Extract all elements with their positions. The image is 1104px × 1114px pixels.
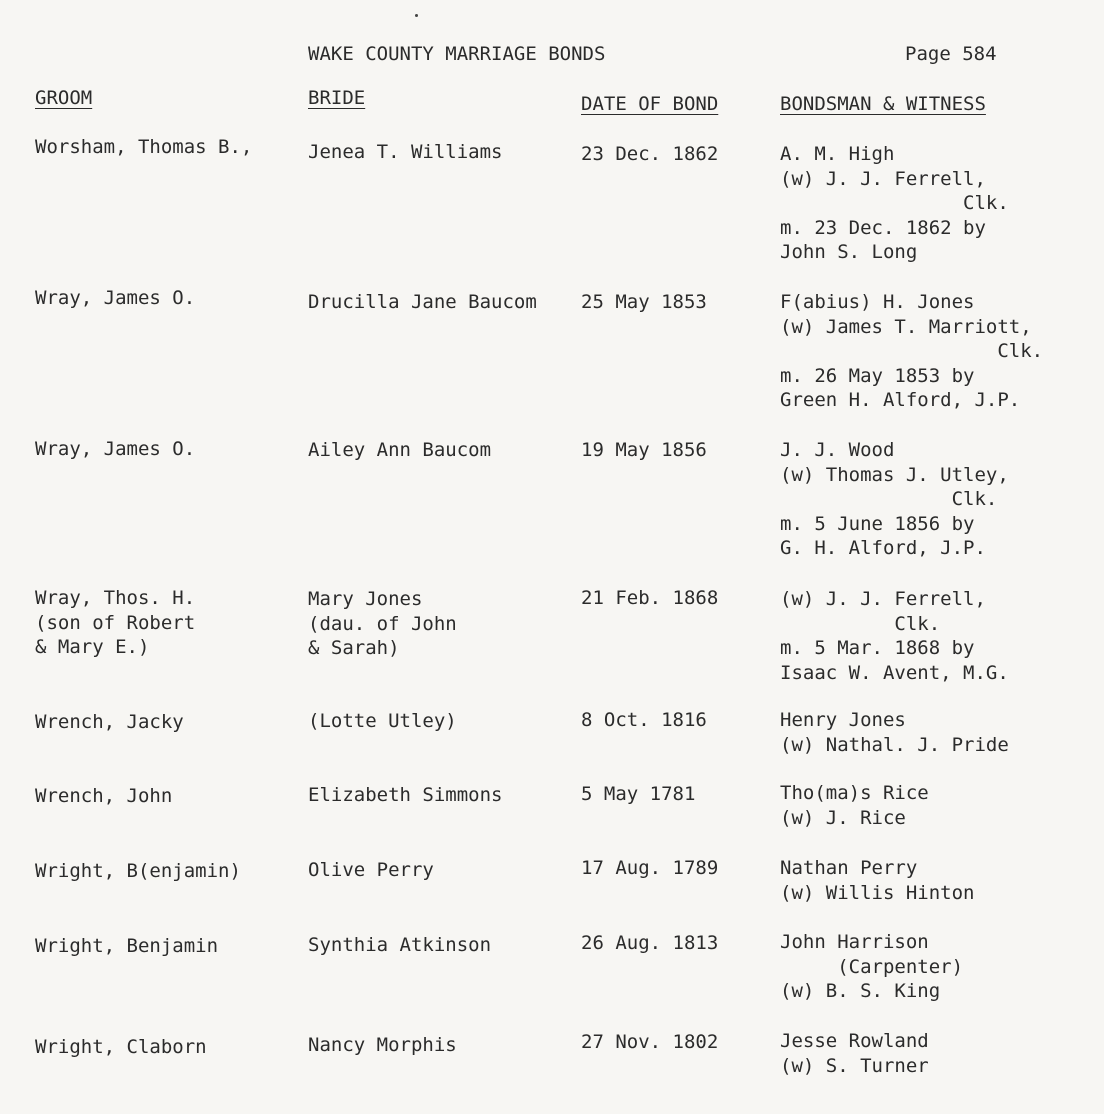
row-bondsman: (w) J. J. Ferrell, Clk. m. 5 Mar. 1868 by Isaac W. Avent, M.G. <box>780 588 1009 684</box>
row-bondsman: John Harrison (Carpenter) (w) B. S. King <box>780 931 964 1002</box>
column-header-groom: GROOM <box>35 87 93 109</box>
row-date: 5 May 1781 <box>581 783 696 805</box>
row-date: 8 Oct. 1816 <box>581 709 707 731</box>
row-bride: (Lotte Utley) <box>308 710 457 732</box>
row-bondsman: F(abius) H. Jones (w) James T. Marriott, Clk. m. 26 May 1853 by Green H. Alford, J.P. <box>780 291 1044 411</box>
column-header-bondsman: BONDSMAN & WITNESS <box>780 93 986 115</box>
row-groom: Wray, Thos. H. (son of Robert & Mary E.) <box>35 587 196 658</box>
row-groom: Wrench, Jacky <box>35 711 184 733</box>
row-groom: Wright, Benjamin <box>35 935 219 957</box>
row-date: 21 Feb. 1868 <box>581 587 719 609</box>
page-title: WAKE COUNTY MARRIAGE BONDS <box>308 43 606 65</box>
row-bride: Olive Perry <box>308 859 434 881</box>
column-header-date: DATE OF BOND <box>581 93 719 115</box>
row-groom: Wright, B(enjamin) <box>35 860 241 882</box>
row-date: 27 Nov. 1802 <box>581 1031 719 1053</box>
row-date: 26 Aug. 1813 <box>581 932 719 954</box>
stray-mark <box>415 14 418 17</box>
row-bondsman: Nathan Perry (w) Willis Hinton <box>780 857 975 904</box>
row-date: 19 May 1856 <box>581 439 707 461</box>
row-date: 17 Aug. 1789 <box>581 857 719 879</box>
row-date: 25 May 1853 <box>581 291 707 313</box>
row-groom: Wray, James O. <box>35 287 196 309</box>
row-bondsman: J. J. Wood (w) Thomas J. Utley, Clk. m. 5 June 1856 by G. H. Alford, J.P. <box>780 439 1009 559</box>
row-bride: Nancy Morphis <box>308 1034 457 1056</box>
row-bondsman: Tho(ma)s Rice (w) J. Rice <box>780 782 929 829</box>
row-date: 23 Dec. 1862 <box>581 143 719 165</box>
row-bondsman: Jesse Rowland (w) S. Turner <box>780 1030 929 1077</box>
row-groom: Wrench, John <box>35 785 173 807</box>
column-header-bride: BRIDE <box>308 87 366 109</box>
row-bride: Drucilla Jane Baucom <box>308 291 537 313</box>
row-groom: Wray, James O. <box>35 438 196 460</box>
row-bride: Ailey Ann Baucom <box>308 439 492 461</box>
row-bride: Synthia Atkinson <box>308 934 492 956</box>
row-bondsman: Henry Jones (w) Nathal. J. Pride <box>780 709 1009 756</box>
row-groom: Worsham, Thomas B., <box>35 136 253 158</box>
row-bride: Jenea T. Williams <box>308 141 503 163</box>
row-groom: Wright, Claborn <box>35 1036 207 1058</box>
row-bride: Mary Jones (dau. of John & Sarah) <box>308 588 457 659</box>
page-number: Page 584 <box>905 43 997 65</box>
row-bondsman: A. M. High (w) J. J. Ferrell, Clk. m. 23 Dec. 1862 by John S. Long <box>780 143 1009 263</box>
row-bride: Elizabeth Simmons <box>308 784 503 806</box>
